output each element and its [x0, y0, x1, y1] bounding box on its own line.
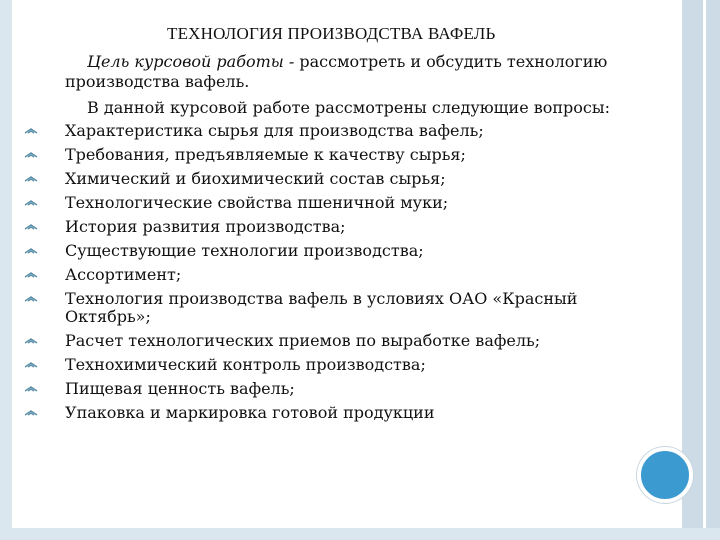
intro-text: В данной курсовой работе рассмотрены следующие вопросы:	[87, 98, 611, 117]
list-item-text: Существующие технологии производства;	[65, 241, 424, 260]
frame-right-stripe	[703, 0, 706, 540]
list-item-text: Технохимический контроль производства;	[65, 355, 426, 374]
slide-title: ТЕХНОЛОГИЯ ПРОИЗВОДСТВА ВАФЕЛЬ	[167, 24, 496, 43]
checkmark-arrow-icon	[24, 152, 38, 162]
list-item	[24, 194, 664, 212]
goal-text-1: рассмотреть и обсудить технологию	[299, 52, 608, 71]
list-item	[24, 170, 664, 188]
goal-separator: -	[283, 52, 300, 71]
goal-line-1	[87, 52, 607, 72]
list-item-text: Расчет технологических приемов по выработке вафель;	[65, 331, 541, 350]
checkmark-arrow-icon	[24, 200, 38, 210]
checkmark-arrow-icon	[24, 338, 38, 348]
list-item-text: Ассортимент;	[65, 265, 182, 284]
list-item-text: Упаковка и маркировка готовой продукции	[65, 403, 435, 422]
list-item	[24, 218, 664, 236]
goal-label: Цель курсовой работы	[87, 52, 284, 71]
list-item-text: Технологические свойства пшеничной муки;	[65, 193, 449, 212]
checkmark-arrow-icon	[24, 410, 38, 420]
list-item-text: Характеристика сырья для производства вафель;	[65, 121, 484, 140]
checkmark-arrow-icon	[24, 272, 38, 282]
topics-list	[24, 122, 664, 428]
checkmark-arrow-icon	[24, 224, 38, 234]
list-item-text: Химический и биохимический состав сырья;	[65, 169, 446, 188]
list-item-text: История развития производства;	[65, 217, 346, 236]
checkmark-arrow-icon	[24, 362, 38, 372]
list-item	[24, 266, 664, 284]
frame-left	[0, 0, 12, 540]
list-item	[24, 146, 664, 164]
checkmark-arrow-icon	[24, 176, 38, 186]
list-item	[24, 380, 664, 398]
frame-bottom	[0, 528, 720, 540]
list-item	[24, 242, 664, 260]
list-item-text: Требования, предъявляемые к качеству сырья;	[65, 145, 466, 164]
list-item	[24, 290, 664, 326]
list-item-text: Технология производства вафель в условиях ОАО «Красный Октябрь»;	[65, 289, 578, 326]
checkmark-arrow-icon	[24, 128, 38, 138]
list-item	[24, 332, 664, 350]
checkmark-arrow-icon	[24, 248, 38, 258]
list-item	[24, 122, 664, 140]
checkmark-arrow-icon	[24, 386, 38, 396]
decorative-circle	[637, 447, 693, 503]
list-item	[24, 356, 664, 374]
list-item-text: Пищевая ценность вафель;	[65, 379, 295, 398]
goal-line-2: производства вафель.	[65, 72, 250, 91]
checkmark-arrow-icon	[24, 296, 38, 306]
list-item	[24, 404, 664, 422]
